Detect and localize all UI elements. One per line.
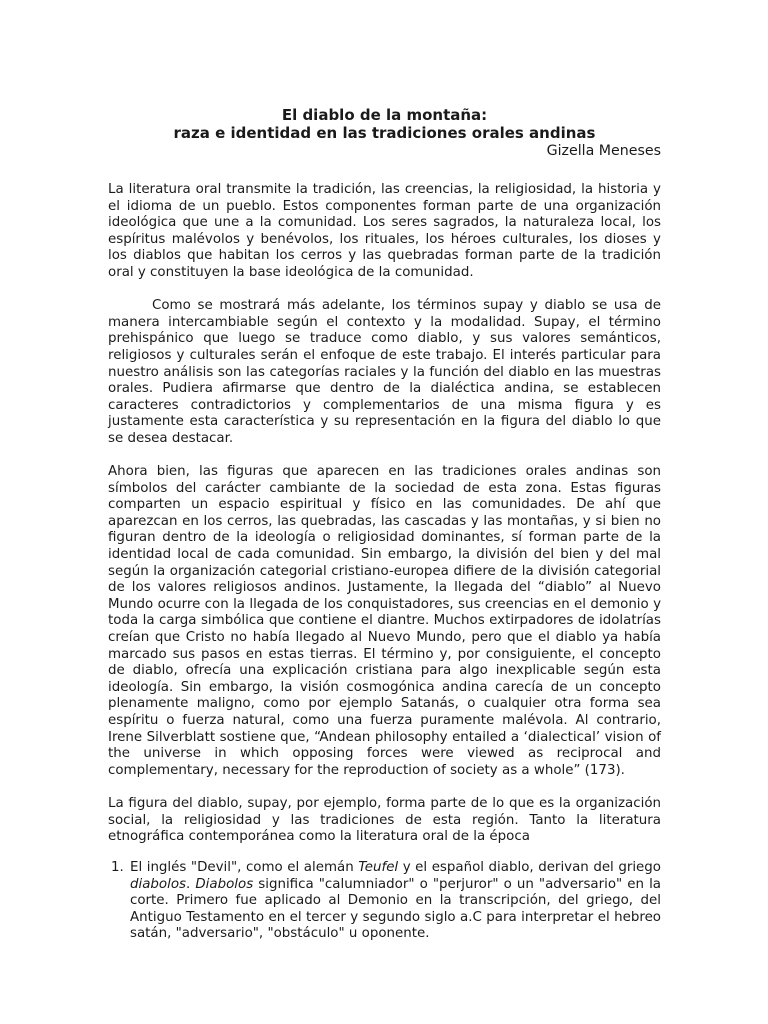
footnote-text-c: . [186, 876, 196, 892]
paragraph-4: La figura del diablo, supay, por ejemplo, forma parte de lo que es la organización social, la religiosidad y las tradiciones de esta región. Tanto la literatura etnográfica contemporánea como la literatura oral de la época [108, 795, 661, 845]
document-title-line-1: El diablo de la montaña: [281, 106, 488, 124]
paragraph-2: Como se mostrará más adelante, los términos supay y diablo se usa de manera intercambiable según el contexto y la modalidad. Supay, el término prehispánico que luego se traduce como diablo, y sus valores semánticos, religiosos y culturales serán el enfoque de este trabajo. El interés particular para nuestro análisis son las categorías raciales y la función del diablo en las muestras orales. Pudiera afirmarse que dentro de la dialéctica andina, se establecen caracteres contradictorios y complementarios de una misma figura y es justamente esta característica y su representación en la figura del diablo lo que se desea destacar. [108, 298, 661, 446]
document-title-line-2: raza e identidad en las tradiciones orales andinas [173, 124, 596, 142]
author-name: Gizella Meneses [546, 143, 661, 159]
footnote-text-a: El inglés "Devil", como el alemán [130, 860, 359, 875]
footnote-text-b: y el español diablo, derivan del griego [398, 860, 661, 875]
footnote-text-d: significa "calumniador" o "perjuror" o un "adversario" en la corte. Primero fue aplicado al Demonio en la transcripción, del griego, del Antiguo Testamento en el tercer y segundo siglo a.C para interpretar el hebreo satán, "adversario", "obstáculo" u oponente. [130, 876, 662, 942]
footnote-number: 1. [111, 860, 124, 875]
footnote-term-diabolos-2: Diabolos [195, 876, 254, 892]
footnote-term-teufel: Teufel [358, 860, 399, 875]
paragraph-3: Ahora bien, las figuras que aparecen en las tradiciones orales andinas son símbolos del carácter cambiante de la sociedad de esta zona. Estas figuras comparten un espacio espiritual y físico en las comunidades. De ahí que aparezcan en los cerros, las quebradas, las cascadas y las montañas, y si bien no figuran dentro de la ideología o religiosidad dominantes, sí forman parte de la identidad local de cada comunidad. Sin embargo, la división del bien y del mal según la organización categorial cristiano-europea difiere de la división categorial de los valores religiosos andinos. Justamente, la llegada del “diablo” al Nuevo Mundo ocurre con la llegada de los conquistadores, sus creencias en el demonio y toda la carga simbólica que contiene el diantre. Muchos extirpadores de idolatrías creían que Cristo no había llegado al Nuevo Mundo, pero que el diablo ya había marcado sus pasos en estas tierras. El término y, por consiguiente, el concepto de diablo, ofrecía una explicación cristiana para algo inexplicable según esta ideología. Sin embargo, la visión cosmogónica andina carecía de un concepto plenamente maligno, como por ejemplo Satanás, o cualquier otra forma sea espíritu o fuerza natural, como una fuerza puramente malévola. Al contrario, Irene Silverblatt sostiene que, “Andean philosophy entailed a ‘dialectical’ vision of the universe in which opposing forces were viewed as reciprocal and complementary, necessary for the reproduction of society as a whole” (173). [108, 464, 661, 778]
footnote [111, 860, 662, 943]
paragraph-1: La literatura oral transmite la tradición, las creencias, la religiosidad, la historia y el idioma de un pueblo. Estos componentes forman parte de una organización ideológica que une a la comunidad. Los seres sagrados, la naturaleza local, los espíritus malévolos y benévolos, los rituales, los héroes culturales, los dioses y los diablos que habitan los cerros y las quebradas forman parte de la tradición oral y constituyen la base ideológica de la comunidad. [108, 182, 661, 280]
footnote-term-diabolos: diabolos [130, 876, 187, 892]
